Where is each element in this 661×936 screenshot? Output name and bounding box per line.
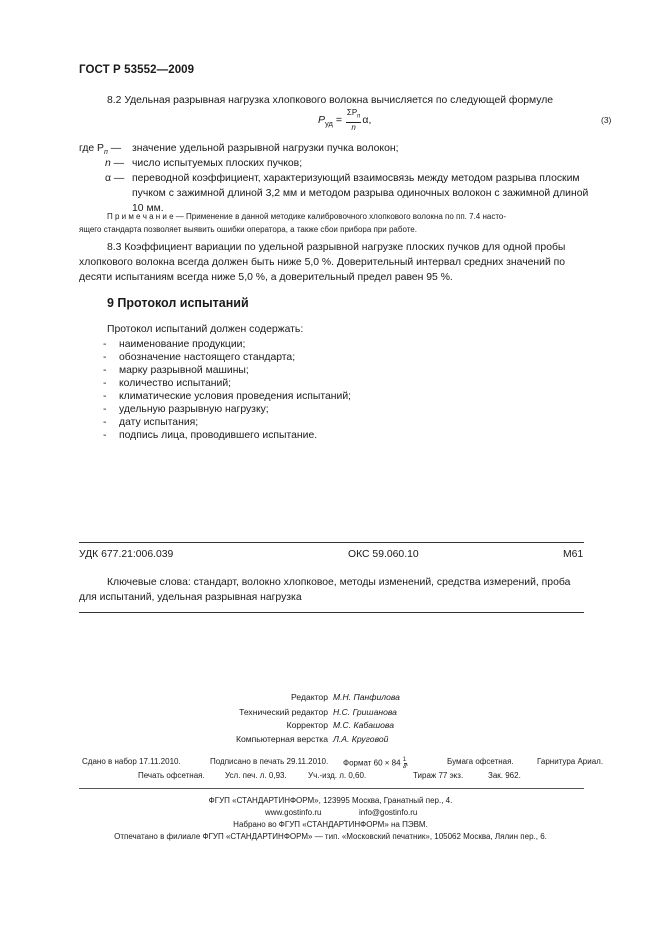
credit-name bbox=[333, 692, 400, 702]
publisher-typeset: Набрано во ФГУП «СТАНДАРТИНФОРМ» на ПЭВМ. bbox=[233, 820, 428, 829]
where-term-label: где P bbox=[79, 143, 104, 154]
imprint-typeset: Сдано в набор 17.11.2010. bbox=[82, 757, 181, 766]
imprint-copies: Тираж 77 экз. bbox=[413, 771, 464, 780]
imprint-sheets: Усл. печ. л. 0,93. bbox=[225, 771, 287, 780]
credit-name bbox=[333, 720, 394, 730]
imprint-order: Зак. 962. bbox=[488, 771, 521, 780]
imprint-pub-sheets: Уч.-изд. л. 0,60. bbox=[308, 771, 367, 780]
formula-fraction bbox=[346, 108, 362, 133]
publisher-printed: Отпечатано в филиале ФГУП «СТАНДАРТИНФОРМ» — тип. «Московский печатник», 105062 Москва, Лялин пер., 6. bbox=[114, 832, 547, 841]
credit-name-text: Н.С. Гришанова bbox=[333, 707, 397, 717]
where-term-sub: п bbox=[103, 149, 108, 157]
section-9-intro: Протокол испытаний должен содержать: bbox=[107, 324, 304, 335]
keywords-line-2: для испытаний, удельная разрывная нагрузка bbox=[79, 592, 302, 603]
oks-code: ОКС 59.060.10 bbox=[348, 549, 419, 560]
list-item-text: дату испытания; bbox=[119, 417, 199, 428]
where-def-2: число испытуемых плоских пучков; bbox=[132, 158, 303, 169]
where-dash: — bbox=[113, 173, 125, 184]
imprint-font: Гарнитура Ариал. bbox=[537, 757, 604, 766]
publisher-address: ФГУП «СТАНДАРТИНФОРМ», 123995 Москва, Гранатный пер., 4. bbox=[208, 796, 453, 805]
credit-role: Компьютерная верстка bbox=[235, 734, 328, 744]
list-item-text: наименование продукции; bbox=[119, 339, 246, 350]
list-item-text: климатические условия проведения испытаний; bbox=[119, 391, 352, 402]
credit-name-text: М.С. Кабашова bbox=[333, 720, 394, 730]
imprint-print: Печать офсетная. bbox=[138, 771, 205, 780]
document-header: ГОСТ Р 53552—2009 bbox=[79, 64, 195, 76]
credit-name bbox=[333, 734, 388, 744]
section-9-heading: 9 Протокол испытаний bbox=[107, 296, 249, 310]
where-dash: — bbox=[113, 158, 125, 169]
imprint-signed: Подписано в печать 29.11.2010. bbox=[210, 757, 329, 766]
paragraph-8-2: 8.2 Удельная разрывная нагрузка хлопкового волокна вычисляется по следующей формуле bbox=[107, 95, 554, 106]
list-item-text: подпись лица, проводившего испытание. bbox=[119, 430, 318, 441]
note-line-2: ящего стандарта позволяет выявить ошибки оператора, а также сбои прибора при работе. bbox=[79, 225, 417, 234]
bullet: - bbox=[103, 391, 107, 402]
imprint-format-dot: . bbox=[406, 758, 409, 768]
paragraph-8-3-line-3: десяти испытаниям всегда ниже 5,0 %, а доверительный предел равен 95 %. bbox=[79, 272, 453, 283]
bullet: - bbox=[103, 378, 107, 389]
imprint-format bbox=[343, 757, 408, 770]
credit-role: Редактор bbox=[291, 692, 328, 702]
formula-denominator: n bbox=[351, 122, 356, 132]
list-item-text: количество испытаний; bbox=[119, 378, 232, 389]
bullet: - bbox=[103, 339, 107, 350]
publisher-website: www.gostinfo.ru bbox=[265, 808, 322, 817]
credit-name-text: М.Н. Панфилова bbox=[333, 692, 400, 702]
publisher-email: info@gostinfo.ru bbox=[359, 808, 418, 817]
formula-lhs-sub: уд bbox=[325, 119, 333, 129]
list-item-text: марку разрывной машины; bbox=[119, 365, 249, 376]
format-denominator: 8 bbox=[401, 764, 408, 770]
where-term-2 bbox=[105, 156, 124, 172]
keywords-line-1: Ключевые слова: стандарт, волокно хлопковое, методы изменений, средства измерений, проба bbox=[107, 577, 571, 588]
format-numerator: 1 bbox=[402, 757, 407, 763]
imprint-format-text: Формат 60 × 84 bbox=[343, 758, 401, 768]
divider bbox=[79, 612, 584, 613]
classification-code: М61 bbox=[563, 549, 584, 560]
formula-lhs: P bbox=[318, 114, 326, 127]
divider bbox=[79, 788, 584, 789]
formula-3 bbox=[318, 108, 371, 133]
udk-code: УДК 677.21:006.039 bbox=[79, 549, 174, 560]
where-def-3-line-2: пучком с зажимной длиной 3,2 мм и методом разрыва одиночных волокон с зажимной длиной bbox=[132, 188, 589, 199]
bullet: - bbox=[103, 404, 107, 415]
paragraph-8-3-line-1: 8.3 Коэффициент вариации по удельной разрывной нагрузке плоских пучков для одной пробы bbox=[107, 242, 566, 253]
credit-role: Корректор bbox=[286, 720, 328, 730]
imprint-paper: Бумага офсетная. bbox=[447, 757, 514, 766]
formula-numerator-sub: п bbox=[357, 113, 361, 120]
bullet: - bbox=[103, 365, 107, 376]
where-def-1: значение удельной разрывной нагрузки пучка волокон; bbox=[132, 143, 399, 154]
divider bbox=[79, 542, 584, 543]
formula-numerator: ΣP bbox=[346, 108, 358, 117]
list-item-text: обозначение настоящего стандарта; bbox=[119, 352, 296, 363]
bullet: - bbox=[103, 430, 107, 441]
note-line-1: П р и м е ч а н и е — Применение в данной методике калибровочного хлопкового волокна по пп. 7.4 насто- bbox=[107, 212, 507, 221]
bullet: - bbox=[103, 352, 107, 363]
paragraph-8-3-line-2: хлопкового волокна всегда должен быть ниже 5,0 %. Доверительный интервал средних значений по bbox=[79, 257, 566, 268]
where-def-3-line-3: 10 мм. bbox=[132, 203, 164, 214]
credit-role: Технический редактор bbox=[239, 707, 328, 717]
where-def-3-line-1: переводной коэффициент, характеризующий взаимосвязь между методом разрыва плоским bbox=[132, 173, 580, 184]
formula-eq: = bbox=[335, 114, 342, 127]
list-item-text: удельную разрывную нагрузку; bbox=[119, 404, 269, 415]
list-item bbox=[103, 428, 317, 444]
credit-name bbox=[333, 707, 397, 717]
bullet: - bbox=[103, 417, 107, 428]
credit-name-text: Л.А. Круговой bbox=[333, 734, 389, 744]
where-term-3 bbox=[105, 171, 124, 187]
where-term-label: n bbox=[105, 158, 111, 169]
equation-number: (3) bbox=[601, 115, 612, 125]
formula-alpha: α, bbox=[362, 114, 372, 127]
where-dash: — bbox=[110, 143, 122, 154]
where-term-label: α bbox=[105, 173, 112, 184]
